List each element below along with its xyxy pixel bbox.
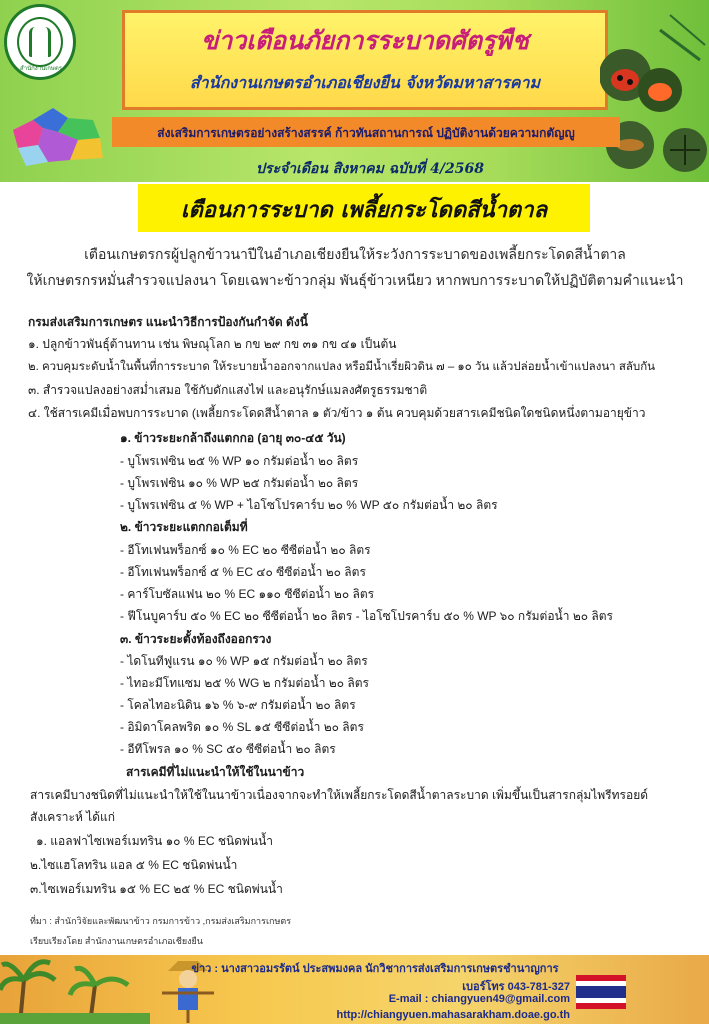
source-line: ที่มา : สำนักวิจัยและพัฒนาข้าว กรมการข้าว ,กรมส่งเสริมการเกษตร	[30, 916, 292, 926]
not-recommended-para: สารเคมีบางชนิดที่ไม่แนะนำให้ใช้ในนาข้าวเนื่องจากจะทำให้เพลี้ยกระโดดสีน้ำตาลระบาด เพิ่มขึ้นเป็นสารกลุ่มไพรีทรอยด์	[30, 788, 649, 802]
website-link[interactable]: http://chiangyuen.mahasarakham.doae.go.th	[336, 1009, 570, 1021]
advice-heading: กรมส่งเสริมการเกษตร แนะนำวิธีการป้องกันกำจัด ดังนี้	[28, 315, 308, 329]
main-title: ข่าวเตือนภัยการระบาดศัตรูพืช	[201, 26, 529, 55]
advice-item: ๒. ควบคุมระดับน้ำในพื้นที่การระบาด ให้ระบายน้ำออกจากแปลง หรือมีน้ำเรี่ยผิวดิน ๗ – ๑๐ วัน แล้วปล่อยน้ำเข้าแปลงนา สลับกัน	[28, 361, 656, 373]
stage-heading: ๑. ข้าวระยะกล้าถึงแตกกอ (อายุ ๓๐-๔๕ วัน)	[120, 431, 346, 445]
phone-number: เบอร์โทร 043-781-327	[462, 981, 570, 993]
advice-item: ๑. ปลูกข้าวพันธุ์ต้านทาน เช่น พิษณุโลก ๒ กข ๒๙ กข ๓๑ กข ๔๑ เป็นต้น	[28, 337, 397, 351]
stage-item: - คาร์โบซัลแฟน ๒๐ % EC ๑๑๐ ซีซีต่อน้ำ ๒๐ ลิตร	[120, 587, 375, 601]
stage-heading: ๒. ข้าวระยะแตกกอเต็มที่	[120, 520, 248, 534]
stage-item: - อีทีโพรล ๑๐ % SC ๕๐ ซีซีต่อน้ำ ๒๐ ลิตร	[120, 742, 336, 756]
intro-line-2: ให้เกษตรกรหมั่นสำรวจแปลงนา โดยเฉพาะข้าวกลุ่ม พันธุ์ข้าวเหนียว หากพบการระบาดให้ปฏิบัติตามคำแนะนำ	[26, 272, 684, 288]
pest-insects-icon	[600, 10, 709, 180]
logo-text: สำนักงานเกษตร	[20, 65, 62, 72]
intro-line-1: เตือนเกษตรกรผู้ปลูกข้าวนาปีในอำเภอเชียงยืนให้ระวังการระบาดของเพลี้ยกระโดดสีน้ำตาล	[84, 246, 626, 262]
footer	[0, 955, 709, 1024]
stage-item: - โคลไทอะนิดิน ๑๖ % ๖-๙ กรัมต่อน้ำ ๒๐ ลิตร	[120, 698, 356, 712]
office-name: สำนักงานเกษตรอำเภอเชียงยืน จังหวัดมหาสารคาม	[189, 73, 541, 92]
news-author: ข่าว : นางสาวอมรรัตน์ ประสพมงคล นักวิชาการส่งเสริมการเกษตรชำนาญการ	[191, 963, 559, 975]
issue-label: ประจำเดือน สิงหาคม ฉบับที่ 4/2568	[256, 161, 484, 177]
stage-item: - บูโพรเฟซิน ๕ % WP + ไอโซโปรคาร์บ ๒๐ % WP ๕๐ กรัมต่อน้ำ ๒๐ ลิตร	[120, 498, 498, 512]
not-recommended-item: ๒.ไซแฮโลทริน แอล ๕ % EC ชนิดพ่นน้ำ	[30, 858, 238, 872]
advice-item: ๔. ใช้สารเคมีเมื่อพบการระบาด (เพลี้ยกระโดดสีน้ำตาล ๑ ตัว/ข้าว ๑ ต้น ควบคุมด้วยสารเคมีชนิดใดชนิดหนึ่งตามอายุข้าว	[28, 406, 646, 420]
stage-item: - บูโพรเฟซิน ๑๐ % WP ๒๕ กรัมต่อน้ำ ๒๐ ลิตร	[120, 476, 359, 490]
not-recommended-item: ๓.ไซเพอร์เมทริน ๑๕ % EC ๒๕ % EC ชนิดพ่นน้ำ	[30, 882, 283, 896]
stage-item: - อีโทเฟนพร็อกซ์ ๑๐ % EC ๒๐ ซีซีต่อน้ำ ๒๐ ลิตร	[120, 543, 371, 557]
advice-item: ๓. สำรวจแปลงอย่างสม่ำเสมอ ใช้กับดักแสงไฟ และอนุรักษ์แมลงศัตรูธรรมชาติ	[28, 383, 428, 397]
thai-flag-icon	[576, 975, 626, 1009]
palm-tree-icon	[0, 955, 150, 1024]
title-box	[122, 10, 608, 110]
not-recommended-heading: สารเคมีที่ไม่แนะนำให้ใช้ในนาข้าว	[126, 765, 305, 779]
warning-banner-text: เตือนการระบาด เพลี้ยกระโดดสีน้ำตาล	[180, 197, 548, 223]
stage-item: - อีโทเฟนพร็อกซ์ ๕ % EC ๔๐ ซีซีต่อน้ำ ๒๐ ลิตร	[120, 565, 366, 579]
slogan-text: ส่งเสริมการเกษตรอย่างสร้างสรรค์ ก้าวทันสถานการณ์ ปฏิบัติงานด้วยความกตัญญู	[157, 126, 575, 140]
stage-item: - อิมิดาโคลพริด ๑๐ % SL ๑๕ ซีซีต่อน้ำ ๒๐ ลิตร	[120, 720, 364, 734]
stage-item: - บูโพรเฟซิน ๒๕ % WP ๑๐ กรัมต่อน้ำ ๒๐ ลิตร	[120, 454, 359, 468]
department-logo	[4, 4, 76, 80]
compiled-by-line: เรียบเรียงโดย สำนักงานเกษตรอำเภอเชียงยืน	[30, 936, 203, 946]
stage-heading: ๓. ข้าวระยะตั้งท้องถึงออกรวง	[120, 632, 272, 646]
slogan-bar	[112, 117, 620, 147]
not-recommended-para: สังเคราะห์ ได้แก่	[30, 810, 116, 824]
district-map-icon	[8, 100, 108, 170]
warning-banner	[138, 184, 590, 232]
not-recommended-item: ๑. แอลฟาไซเพอร์เมทริน ๑๐ % EC ชนิดพ่นน้ำ	[36, 834, 274, 848]
email-link[interactable]: E-mail : chiangyuen49@gmail.com	[388, 993, 570, 1005]
stage-item: - ไดโนทีฟูแรน ๑๐ % WP ๑๕ กรัมต่อน้ำ ๒๐ ลิตร	[120, 654, 368, 668]
stage-item: - ฟีโนบูคาร์บ ๕๐ % EC ๒๐ ซีซีต่อน้ำ ๒๐ ลิตร - ไอโซโปรคาร์บ ๕๐ % WP ๖๐ กรัมต่อน้ำ ๒๐ ลิตร	[120, 609, 613, 623]
header	[0, 0, 709, 182]
stage-item: - ไทอะมีโทแซม ๒๕ % WG ๒ กรัมต่อน้ำ ๒๐ ลิตร	[120, 676, 369, 690]
